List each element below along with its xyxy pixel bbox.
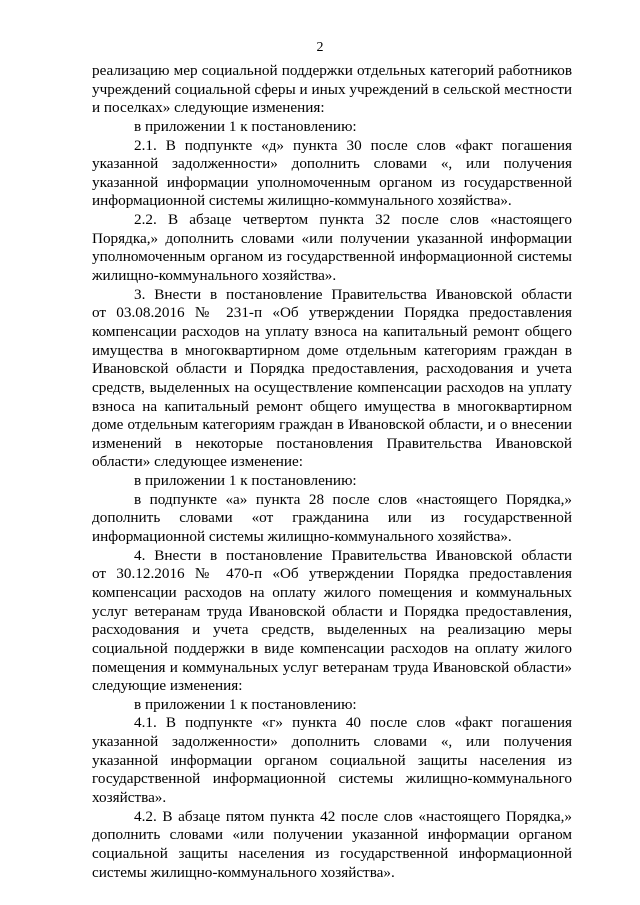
text-line: 4.1. В подпункте «г» пункта 40 после слов «факт погашения xyxy=(134,714,572,732)
text-line: в подпункте «а» пункта 28 после слов «настоящего Порядка,» xyxy=(134,490,572,508)
text-line: дополнить словами «или получении указанной информации органом xyxy=(92,826,572,844)
text-line: дополнить словами «от гражданина или из государственной xyxy=(92,509,572,527)
text-line: в приложении 1 к постановлению: xyxy=(134,695,357,713)
text-line: области» следующее изменение: xyxy=(92,453,304,471)
text-line: 4.2. В абзаце пятом пункта 42 после слов «настоящего Порядка,» xyxy=(134,807,572,825)
text-line: указанной информации органом социальной защиты населения из xyxy=(92,751,572,769)
text-line: компенсации расходов на уплату взноса на капитальный ремонт общего xyxy=(92,322,572,340)
text-line: Ивановской области и Порядка предоставления, расходования и учета xyxy=(92,360,572,378)
text-line: указанной информации уполномоченным органом из государственной xyxy=(92,173,572,191)
text-line: системы жилищно-коммунального хозяйства». xyxy=(92,863,395,881)
text-line: и поселках» следующие изменения: xyxy=(92,99,325,117)
text-line: 4. Внести в постановление Правительства Ивановской области xyxy=(134,546,572,564)
text-line: от 30.12.2016 № 470-п «Об утверждении Порядка предоставления xyxy=(92,565,572,583)
text-line: от 03.08.2016 № 231-п «Об утверждении Порядка предоставления xyxy=(92,304,572,322)
text-line: помещения и коммунальных услуг ветеранам труда Ивановской области» xyxy=(92,658,572,676)
text-line: 2.1. В подпункте «д» пункта 30 после слов «факт погашения xyxy=(134,136,572,154)
text-line: имущества в многоквартирном доме отдельным категориям граждан в xyxy=(92,341,572,359)
text-line: информационной системы жилищно-коммунального хозяйства». xyxy=(92,192,512,210)
text-line: в приложении 1 к постановлению: xyxy=(134,117,357,135)
text-line: изменений в некоторые постановления Правительства Ивановской xyxy=(92,434,572,452)
text-line: взноса на капитальный ремонт общего имущества в многоквартирном xyxy=(92,397,572,415)
text-line: социальной поддержки в виде компенсации расходов на оплату жилого xyxy=(92,639,572,657)
text-line: Порядка,» дополнить словами «или получении указанной информации xyxy=(92,229,572,247)
text-line: указанной задолженности» дополнить словами «, или получения xyxy=(92,733,572,751)
text-line: расходования и учета средств, выделенных на реализацию меры xyxy=(92,621,572,639)
text-line: реализацию мер социальной поддержки отдельных категорий работников xyxy=(92,62,572,79)
text-line: социальной защиты населения из государственной информационной xyxy=(92,844,572,862)
text-line: жилищно-коммунального хозяйства». xyxy=(92,267,337,285)
text-line: 2.2. В абзаце четвертом пункта 32 после слов «настоящего xyxy=(134,211,572,229)
text-line: учреждений социальной сферы и иных учреждений в сельской местности xyxy=(92,80,572,98)
text-line: доме отдельным категориям граждан в Ивановской области, и о внесении xyxy=(92,416,572,434)
text-line: 3. Внести в постановление Правительства Ивановской области xyxy=(134,285,572,303)
text-line: услуг ветеранам труда Ивановской области и Порядка предоставления, xyxy=(92,602,572,620)
text-line: средств, выделенных на осуществление компенсации расходов на уплату xyxy=(92,378,572,396)
text-line: информационной системы жилищно-коммунального хозяйства». xyxy=(92,528,512,546)
text-line: в приложении 1 к постановлению: xyxy=(134,472,357,490)
text-line: указанной задолженности» дополнить словами «, или получения xyxy=(92,155,572,173)
document-body xyxy=(92,62,572,882)
text-line: государственной информационной системы жилищно-коммунального xyxy=(92,770,572,788)
text-line: уполномоченным органом из государственной информационной системы xyxy=(92,248,572,266)
page-number: 2 xyxy=(316,40,324,55)
text-line: хозяйства». xyxy=(92,788,167,806)
text-line: компенсации расходов на оплату жилого помещения и коммунальных xyxy=(92,583,572,601)
text-line: следующие изменения: xyxy=(92,677,243,695)
